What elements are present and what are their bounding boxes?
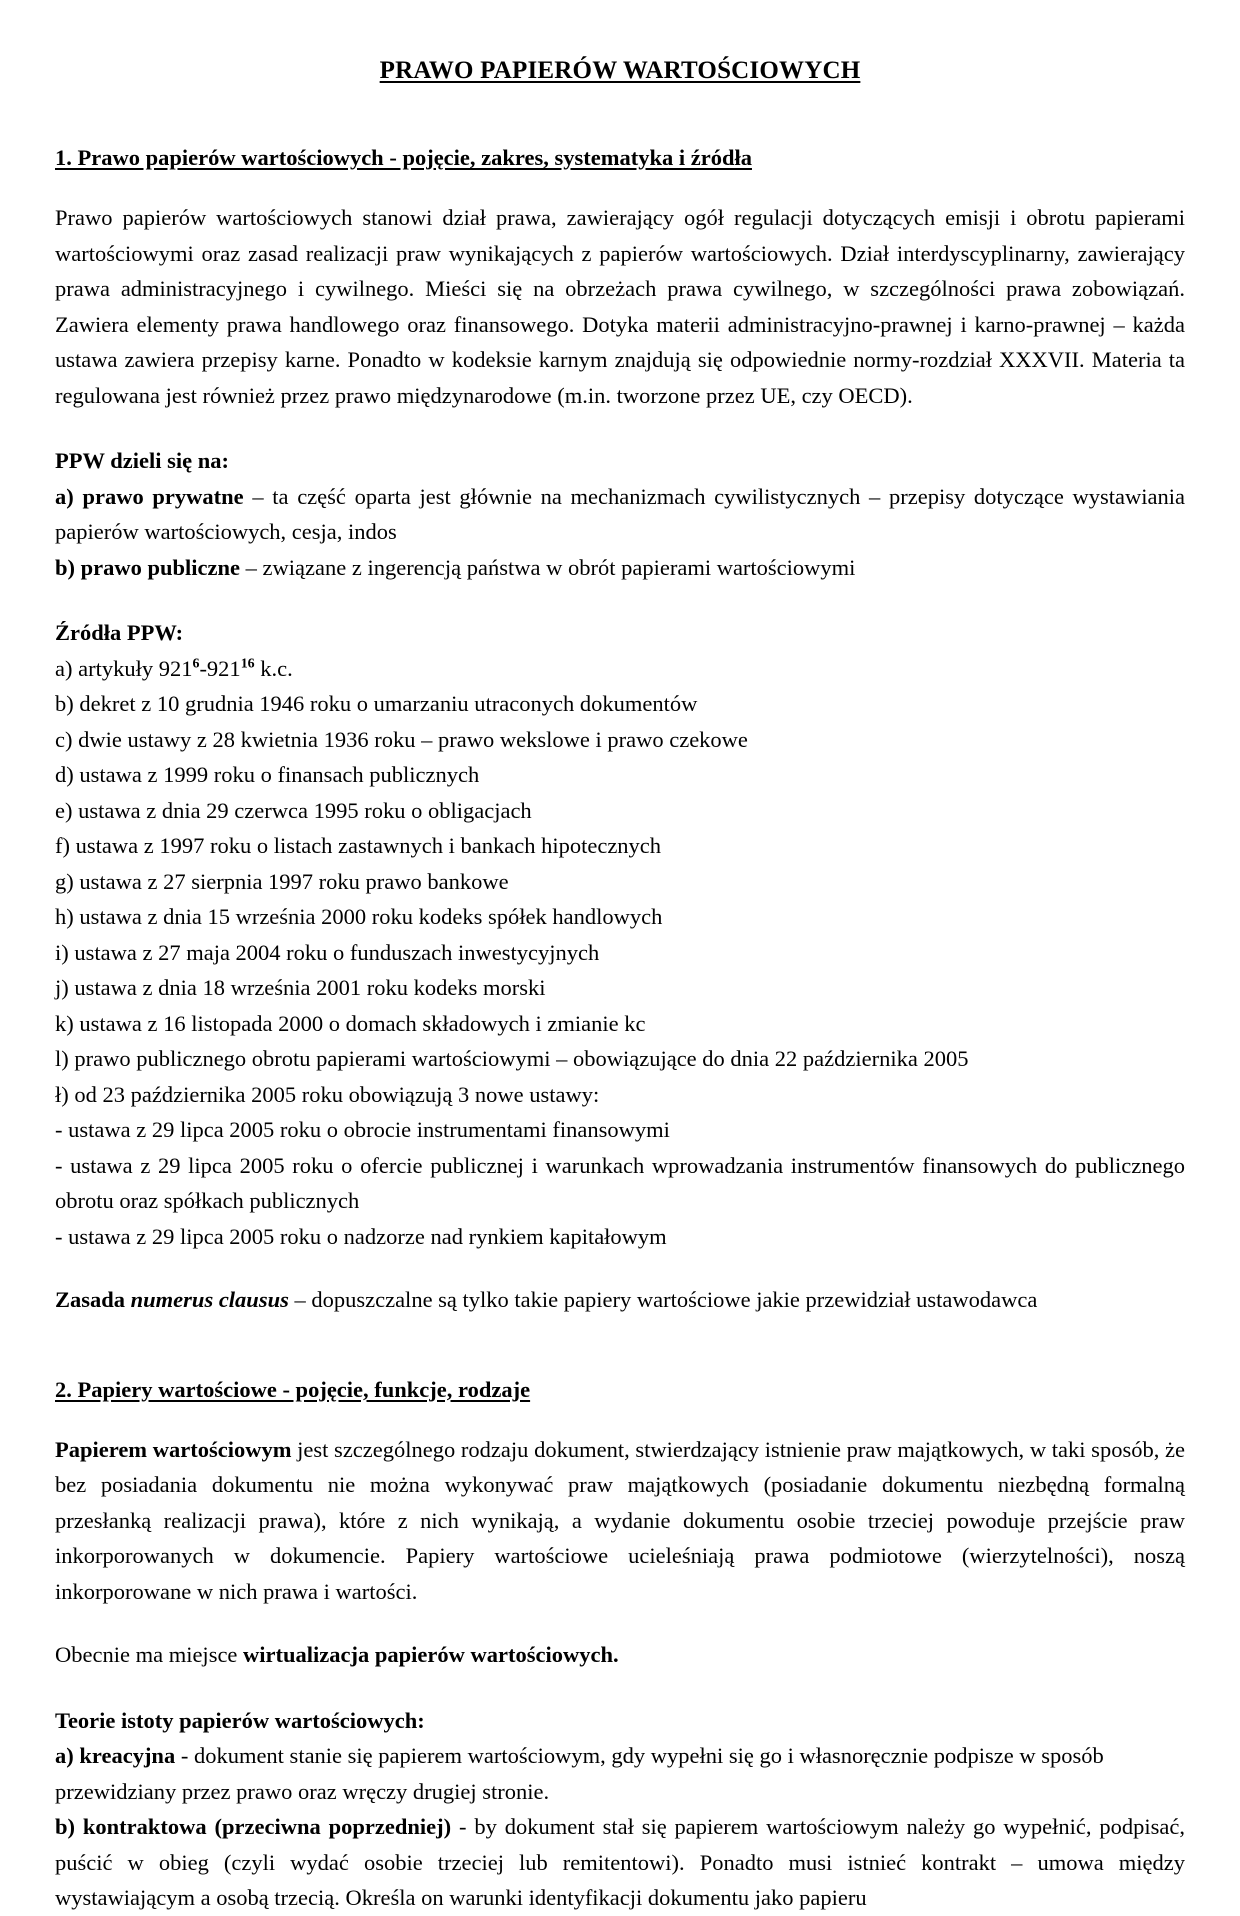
security-definition-rest: jest szczególnego rodzaju dokument, stwierdzający istnienie praw majątkowych, w taki sposób, że bez posiadania dokumentu nie można wykonywać praw majątkowych (posiadanie dokumentu niezbędną formalną przesłanką realizacji prawa), które z nich wynikają, a wydanie dokumentu osobie trzeciej powoduje przejście praw inkorporowanych w dokumencie. Papiery wartościowe ucieleśniają prawa podmiotowe (wierzytelności), noszą inkorporowane w nich prawa i wartości. (55, 1436, 1185, 1604)
principle-rest: – dopuszczalne są tylko takie papiery wartościowe jakie przewidział ustawodawca (288, 1287, 1038, 1313)
source-item-f: f) ustawa z 1997 roku o listach zastawnych i bankach hipotecznych (55, 833, 662, 859)
principle-term: numerus clausus (130, 1287, 289, 1313)
section-heading-1 (55, 144, 1185, 172)
source-item-a-mid: -921 (199, 655, 241, 681)
source-item-a (55, 651, 1185, 687)
source-item-d: d) ustawa z 1999 roku o finansach publicznych (55, 762, 480, 788)
theories-block (55, 1703, 1185, 1916)
source-item-dash-1: - ustawa z 29 lipca 2005 roku o obrocie instrumentami finansowymi (55, 1117, 670, 1143)
ppw-division-text-b: – związane z ingerencją państwa w obrót papierami wartościowymi (240, 554, 856, 580)
ppw-division-term-b: prawo publiczne (80, 554, 241, 580)
security-definition-term: Papierem wartościowym (55, 1436, 292, 1462)
virtualization-paragraph (55, 1637, 1185, 1673)
source-item-dash-3: - ustawa z 29 lipca 2005 roku o nadzorze nad rynkiem kapitałowym (55, 1223, 667, 1249)
theory-item-a (55, 1738, 1185, 1809)
ppw-division-item-a (55, 479, 1185, 550)
source-item-j: j) ustawa z dnia 18 września 2001 roku kodeks morski (55, 975, 546, 1001)
ppw-divisions-heading: PPW dzieli się na: (55, 448, 229, 474)
section-heading-2 (55, 1376, 1185, 1404)
source-item-a-suffix: k.c. (254, 655, 293, 681)
source-item-i: i) ustawa z 27 maja 2004 roku o funduszach inwestycyjnych (55, 939, 600, 965)
sources-block (55, 615, 1185, 1254)
source-item-k: k) ustawa z 16 listopada 2000 o domach składowych i zmianie kc (55, 1010, 646, 1036)
theory-marker-a: a) (55, 1743, 74, 1769)
virtualization-term: wirtualizacja papierów wartościowych. (243, 1642, 619, 1668)
theories-heading: Teorie istoty papierów wartościowych: (55, 1707, 425, 1733)
source-item-g: g) ustawa z 27 sierpnia 1997 roku prawo bankowe (55, 868, 509, 894)
source-item-a-sup2: 16 (240, 656, 255, 672)
theory-term-b: kontraktowa (przeciwna poprzedniej) (82, 1814, 452, 1840)
source-item-a-sup1: 6 (192, 656, 200, 672)
source-item-l-stroke: ł) od 23 października 2005 roku obowiązują 3 nowe ustawy: (55, 1081, 600, 1107)
ppw-divisions-block (55, 443, 1185, 585)
page-title (55, 56, 1185, 86)
security-definition-paragraph (55, 1432, 1185, 1610)
theory-term-a: kreacyjna (79, 1743, 176, 1769)
virtualization-prefix: Obecnie ma miejsce (55, 1642, 244, 1668)
source-item-h: h) ustawa z dnia 15 września 2000 roku kodeks spółek handlowych (55, 904, 663, 930)
theory-text-b: - by dokument stał się papierem wartościowym należy go wypełnić, podpisać, puścić w obieg (czyli wydać osobie trzeciej lub remitentowi). Ponadto musi istnieć kontrakt – umowa między wystawiającym a osobą trzecią. Określa on warunki identyfikacji dokumentu jako papieru (55, 1814, 1185, 1911)
source-item-l: l) prawo publicznego obrotu papierami wartościowymi – obowiązujące do dnia 22 października 2005 (55, 1046, 969, 1072)
theory-text-a: - dokument stanie się papierem wartościowym, gdy wypełni się go i własnoręcznie podpisze w sposób przewidziany przez prawo oraz wręczy drugiej stronie. (55, 1743, 1104, 1804)
sources-heading: Źródła PPW: (55, 620, 184, 646)
theory-marker-b: b) (55, 1814, 76, 1840)
source-item-b: b) dekret z 10 grudnia 1946 roku o umarzaniu utraconych dokumentów (55, 691, 698, 717)
section-heading-2-text: 2. Papiery wartościowe - pojęcie, funkcje, rodzaje (55, 1376, 531, 1402)
page-title-text: PRAWO PAPIERÓW WARTOŚCIOWYCH (379, 57, 861, 84)
ppw-division-item-b (55, 550, 1185, 586)
ppw-division-marker-a: a) (55, 483, 74, 509)
numerus-clausus-principle (55, 1282, 1185, 1318)
source-item-dash-2: - ustawa z 29 lipca 2005 roku o ofercie publicznej i warunkach wprowadzania instrumentów finansowych do publicznego obrotu oraz spółkach publicznych (55, 1152, 1185, 1214)
ppw-division-marker-b: b) (55, 554, 76, 580)
ppw-division-term-a: prawo prywatne (82, 483, 244, 509)
section-1-intro-paragraph: Prawo papierów wartościowych stanowi dział prawa, zawierający ogół regulacji dotyczących emisji i obrotu papierami wartościowymi oraz zasad realizacji praw wynikających z papierów wartościowych. Dział interdyscyplinarny, zawierający prawa administracyjnego i cywilnego. Mieści się na obrzeżach prawa cywilnego, w szczególności prawa zobowiązań. Zawiera elementy prawa handlowego oraz finansowego. Dotyka materii administracyjno-prawnej i karno-prawnej – każda ustawa zawiera przepisy karne. Ponadto w kodeksie karnym znajdują się odpowiednie normy-rozdział XXXVII. Materia ta regulowana jest również przez prawo międzynarodowe (m.in. tworzone przez UE, czy OECD). (55, 205, 1185, 408)
ppw-division-text-a: – ta część oparta jest głównie na mechanizmach cywilistycznych – przepisy dotyczące wystawiania papierów wartościowych, cesja, indos (55, 483, 1185, 545)
section-heading-1-text: 1. Prawo papierów wartościowych - pojęcie, zakres, systematyka i źródła (55, 145, 752, 170)
source-item-c: c) dwie ustawy z 28 kwietnia 1936 roku – prawo wekslowe i prawo czekowe (55, 726, 748, 752)
principle-bold-prefix: Zasada (55, 1287, 131, 1313)
source-item-a-prefix: a) artykuły 921 (55, 655, 193, 681)
theory-item-b (55, 1809, 1185, 1916)
source-item-e: e) ustawa z dnia 29 czerwca 1995 roku o obligacjach (55, 797, 532, 823)
